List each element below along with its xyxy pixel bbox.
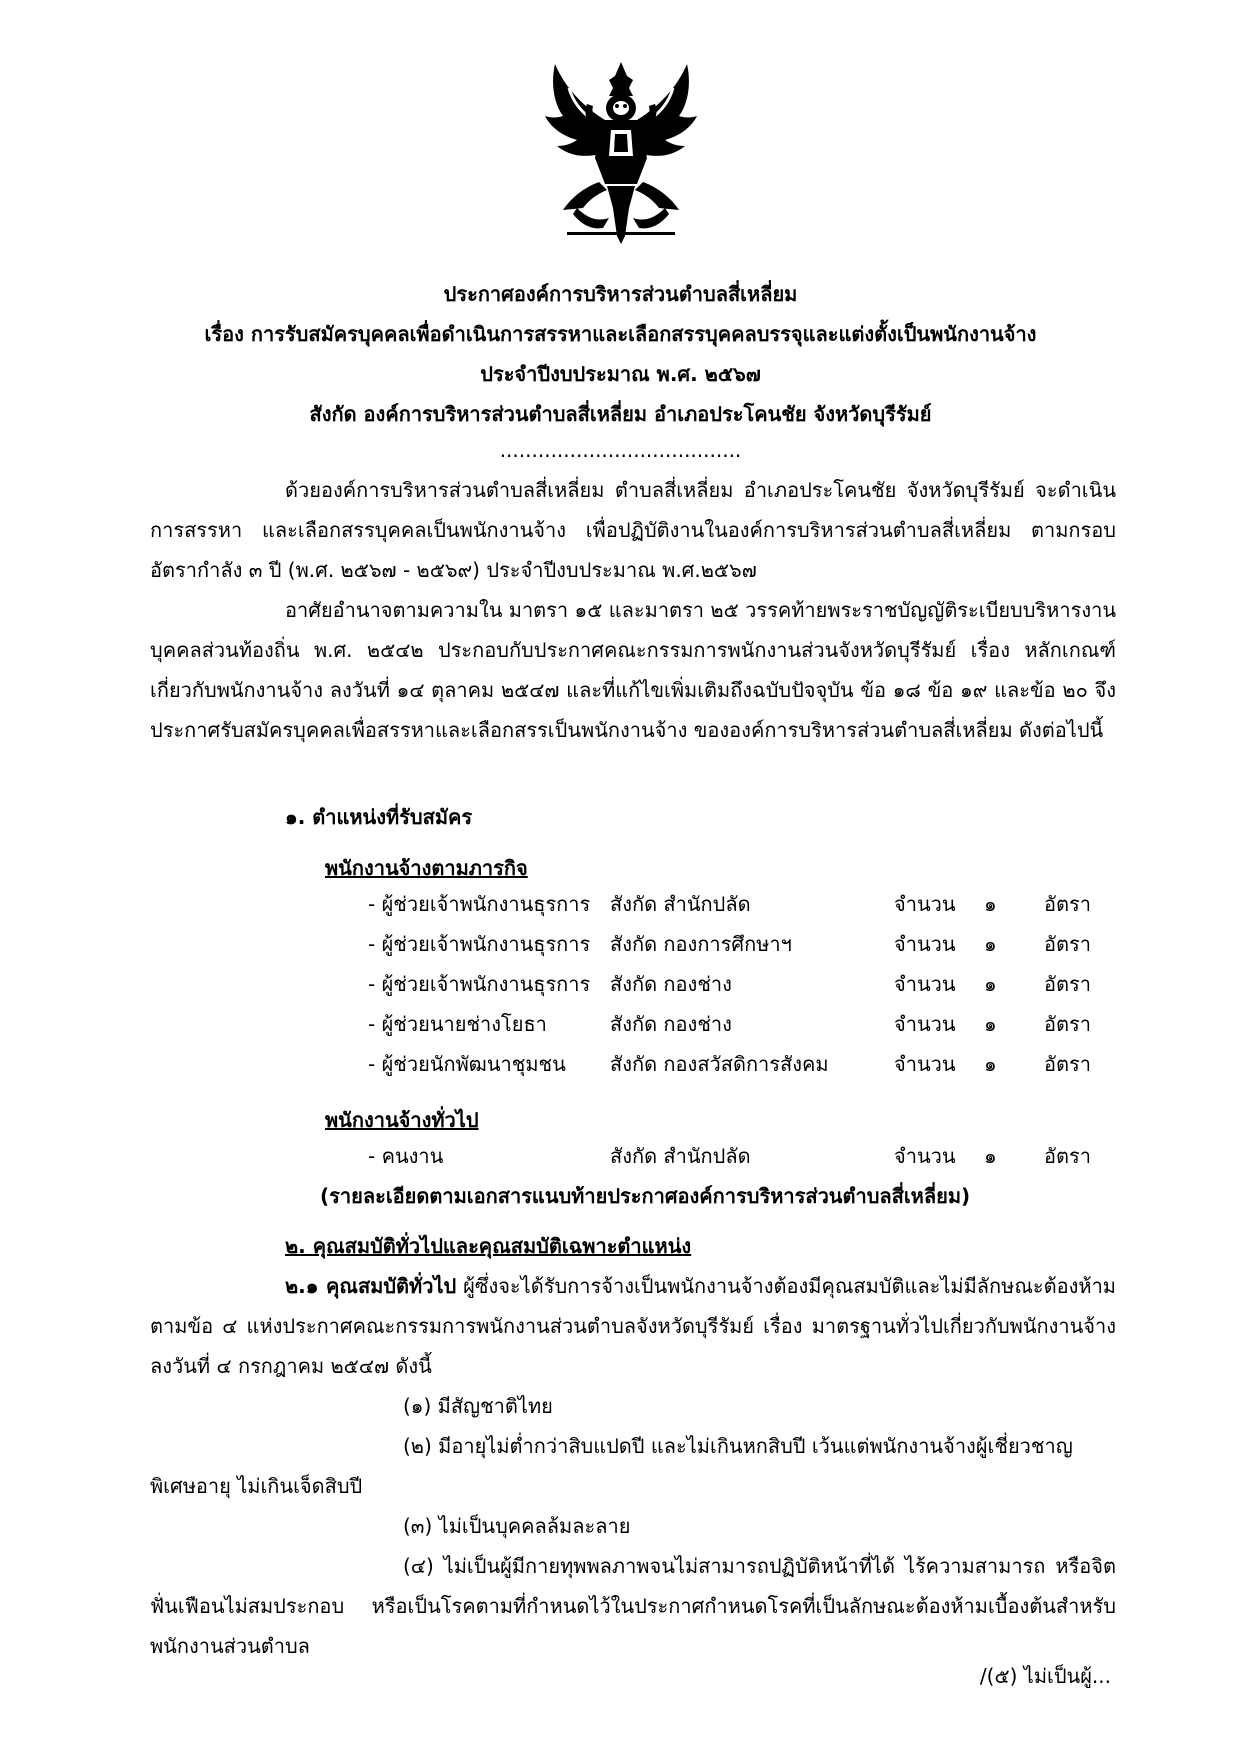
qualification-item-2: (๒) มีอายุไม่ต่ำกว่าสิบแปดปี และไม่เกินหกสิบปี เว้นแต่พนักงานจ้างผู้เชี่ยวชาญ [403, 1434, 1073, 1458]
announcement-affiliation: สังกัด องค์การบริหารส่วนตำบลสี่เหลี่ยม อำเภอประโคนชัย จังหวัดบุรีรัมย์ [309, 402, 932, 426]
position-row [368, 924, 1128, 964]
intro-paragraph-1-text: ด้วยองค์การบริหารส่วนตำบลสี่เหลี่ยม ตำบลสี่เหลี่ยม อำเภอประโคนชัย จังหวัดบุรีรัมย์ จะดำเนินการสรรหา และเลือกสรรบุคคลเป็นพนักงานจ้าง เพื่อปฏิบัติงานในองค์การบริหารส่วนตำบลสี่เหลี่ยม ตามกรอบอัตรากำลัง ๓ ปี (พ.ศ. ๒๕๖๗ - ๒๕๖๙) ประจำปีงบประมาณ พ.ศ.๒๕๖๗ [150, 478, 1116, 582]
general-staff-heading: พนักงานจ้างทั่วไป [325, 1108, 479, 1132]
position-unit: สังกัด กองการศึกษาฯ [610, 932, 792, 956]
intro-paragraph-2-text: อาศัยอำนาจตามความใน มาตรา ๑๕ และมาตรา ๒๕ วรรคท้ายพระราชบัญญัติระเบียบบริหารงานบุคคลส่วนท้องถิ่น พ.ศ. ๒๕๔๒ ประกอบกับประกาศคณะกรรมการพนักงานส่วนจังหวัดบุรีรัมย์ เรื่อง หลักเกณฑ์เกี่ยวกับพนักงานจ้าง ลงวันที่ ๑๔ ตุลาคม ๒๕๔๗ และที่แก้ไขเพิ่มเติมถึงฉบับปัจจุบัน ข้อ ๑๘ ข้อ ๑๙ และข้อ ๒๐ จึงประกาศรับสมัครบุคคลเพื่อสรรหาและเลือกสรรเป็นพนักงานจ้าง ขององค์การบริหารส่วนตำบลสี่เหลี่ยม ดังต่อไปนี้ [150, 598, 1117, 742]
position-count-label: จำนวน [894, 1012, 956, 1036]
position-count: ๑ [984, 892, 997, 916]
position-unit: สังกัด สำนักปลัด [610, 892, 751, 916]
position-name: - ผู้ช่วยเจ้าพนักงานธุรการ [368, 932, 591, 956]
intro-paragraph-1 [150, 470, 1116, 590]
section-2-heading: ๒. คุณสมบัติทั่วไปและคุณสมบัติเฉพาะตำแหน่ง [285, 1234, 692, 1258]
position-count: ๑ [984, 932, 997, 956]
qualification-item-2-cont: พิเศษอายุ ไม่เกินเจ็ดสิบปี [150, 1474, 363, 1498]
position-rate: อัตรา [1044, 892, 1091, 916]
mission-staff-heading: พนักงานจ้างตามภารกิจ [325, 856, 528, 880]
position-row [368, 1136, 1128, 1176]
qualification-item-4-text: (๔) ไม่เป็นผู้มีกายทุพพลภาพจนไม่สามารถปฏิบัติหน้าที่ได้ ไร้ความสามารถ หรือจิตฟั่นเฟือนไม่สมประกอบ หรือเป็นโรคตามที่กำหนดไว้ในประกาศกำหนดโรคที่เป็นลักษณะต้องห้ามเบื้องต้นสำหรับพนักงานส่วนตำบล [150, 1554, 1116, 1658]
announcement-subject: เรื่อง การรับสมัครบุคคลเพื่อดำเนินการสรรหาและเลือกสรรบุคคลบรรจุและแต่งตั้งเป็นพนักงานจ้าง [204, 322, 1037, 346]
qualification-item-3: (๓) ไม่เป็นบุคคลล้มละลาย [403, 1514, 631, 1538]
position-unit: สังกัด กองสวัสดิการสังคม [610, 1052, 829, 1076]
garuda-emblem-icon [537, 58, 705, 248]
position-count: ๑ [984, 1052, 997, 1076]
general-qualifications-paragraph [150, 1266, 1116, 1386]
position-count-label: จำนวน [894, 892, 956, 916]
position-unit: สังกัด สำนักปลัด [610, 1144, 751, 1168]
attachment-note: (รายละเอียดตามเอกสารแนบท้ายประกาศองค์การบริหารส่วนตำบลสี่เหลี่ยม) [320, 1184, 971, 1208]
title-separator-dots: ...................................... [499, 438, 742, 462]
position-name: - ผู้ช่วยเจ้าพนักงานธุรการ [368, 972, 591, 996]
section-1-heading: ๑. ตำแหน่งที่รับสมัคร [285, 805, 473, 829]
intro-paragraph-2 [150, 590, 1116, 750]
position-rate: อัตรา [1044, 972, 1091, 996]
qualification-item-1: (๑) มีสัญชาติไทย [403, 1394, 553, 1418]
position-count: ๑ [984, 1012, 997, 1036]
position-count: ๑ [984, 972, 997, 996]
announcement-title: ประกาศองค์การบริหารส่วนตำบลสี่เหลี่ยม [443, 282, 798, 306]
position-unit: สังกัด กองช่าง [610, 1012, 732, 1036]
position-name: - ผู้ช่วยนายช่างโยธา [368, 1012, 547, 1036]
position-count-label: จำนวน [894, 972, 956, 996]
position-unit: สังกัด กองช่าง [610, 972, 732, 996]
position-row [368, 1044, 1128, 1084]
general-qualifications-heading: ๒.๑ คุณสมบัติทั่วไป [285, 1274, 457, 1298]
position-count-label: จำนวน [894, 1144, 956, 1168]
position-count-label: จำนวน [894, 932, 956, 956]
page-continuation: /(๕) ไม่เป็นผู้... [979, 1664, 1111, 1688]
announcement-fiscal-year: ประจำปีงบประมาณ พ.ศ. ๒๕๖๗ [480, 362, 761, 386]
position-row [368, 964, 1128, 1004]
position-rate: อัตรา [1044, 1144, 1091, 1168]
position-count-label: จำนวน [894, 1052, 956, 1076]
position-row [368, 884, 1128, 924]
qualification-item-4 [150, 1546, 1116, 1666]
position-row [368, 1004, 1128, 1044]
position-rate: อัตรา [1044, 932, 1091, 956]
position-name: - ผู้ช่วยเจ้าพนักงานธุรการ [368, 892, 591, 916]
position-count: ๑ [984, 1144, 997, 1168]
position-name: - ผู้ช่วยนักพัฒนาชุมชน [368, 1052, 566, 1076]
position-rate: อัตรา [1044, 1012, 1091, 1036]
position-name: - คนงาน [368, 1144, 444, 1168]
position-rate: อัตรา [1044, 1052, 1091, 1076]
general-qualifications-text: ผู้ซึ่งจะได้รับการจ้างเป็นพนักงานจ้างต้องมีคุณสมบัติและไม่มีลักษณะต้องห้ามตามข้อ ๔ แห่งประกาศคณะกรรมการพนักงานส่วนตำบลจังหวัดบุรีรัมย์ เรื่อง มาตรฐานทั่วไปเกี่ยวกับพนักงานจ้าง ลงวันที่ ๔ กรกฎาคม ๒๕๔๗ ดังนี้ [150, 1274, 1116, 1378]
